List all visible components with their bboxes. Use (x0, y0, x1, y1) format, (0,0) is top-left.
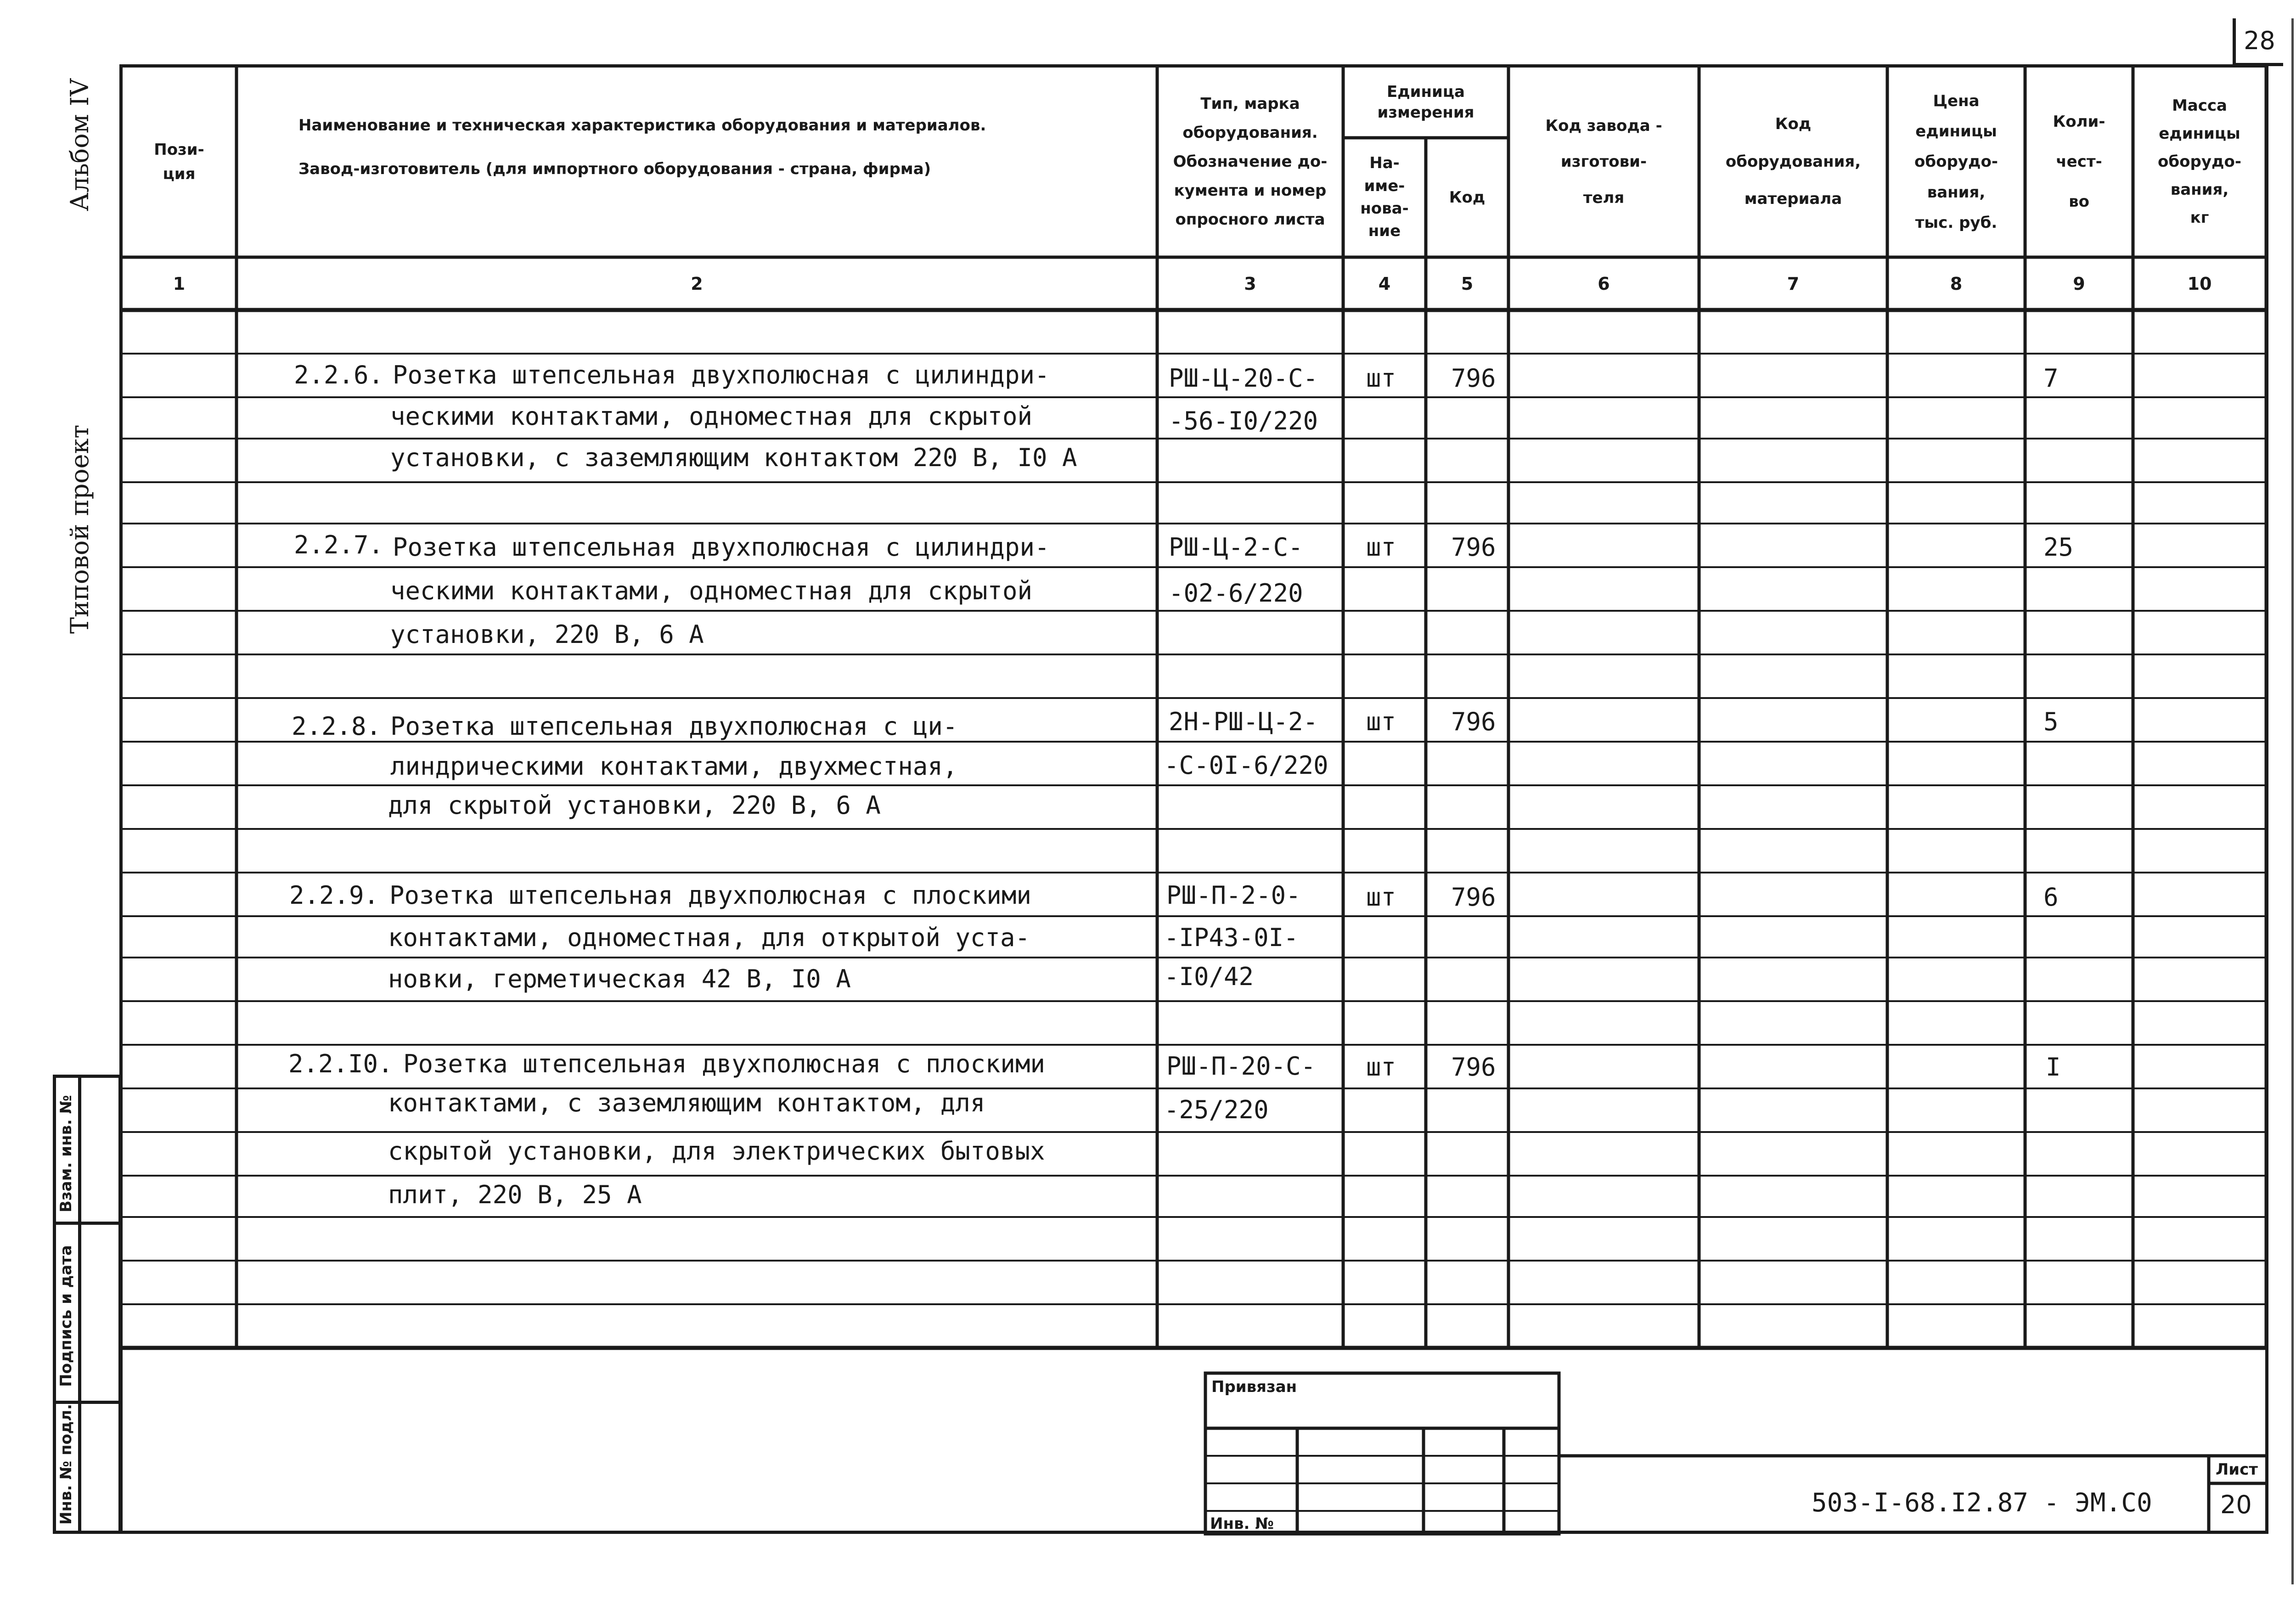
item-unit-code: 796 (1451, 364, 1496, 393)
header-position: Пози- ция (154, 140, 204, 183)
side-label-project: Типовой проект (65, 424, 94, 634)
header-price: Цена единицы оборудо- вания, тыс. руб. (1914, 91, 1998, 232)
item-description-line: Розетка штепсельная двухполюсная с цилиндри- (393, 533, 1050, 562)
item-quantity: I (2046, 1053, 2061, 1082)
document-code: 503-I-68.I2.87 - ЭМ.С0 (1812, 1488, 2152, 1518)
item-description-line: установки, 220 В, 6 А (390, 620, 704, 649)
item-type-line: -56-I0/220 (1169, 406, 1318, 435)
item-number: 2.2.9. (289, 881, 379, 910)
item-description-line: плит, 220 В, 25 А (388, 1180, 642, 1209)
col-number-6: 6 (1598, 273, 1610, 294)
item-description-line: установки, с заземляющим контактом 220 В, I0 А (390, 443, 1077, 472)
header-unit: Единица измерения (1377, 83, 1474, 122)
item-type-line: РШ-Ц-2-С- (1169, 533, 1303, 562)
item-type-line: 2Н-РШ-Ц-2- (1169, 707, 1318, 736)
col-number-10: 10 (2187, 273, 2212, 294)
item-unit: шт (1366, 883, 1396, 912)
sheet-number: 20 (2220, 1490, 2252, 1519)
item-description-line: скрытой установки, для электрических бытовых (388, 1137, 1045, 1166)
side-label-signature: Подпись и дата (57, 1245, 75, 1387)
item-type-line: РШ-П-20-С- (1166, 1052, 1316, 1081)
col-number-1: 1 (173, 273, 186, 294)
item-number: 2.2.7. (294, 530, 384, 559)
item-quantity: 5 (2043, 707, 2059, 736)
item-description-line: Розетка штепсельная двухполюсная с плоскими (403, 1049, 1045, 1078)
col-number-5: 5 (1461, 273, 1474, 294)
item-description-line: новки, герметическая 42 В, I0 А (388, 964, 851, 993)
item-description-line: Розетка штепсельная двухполюсная с цилиндри- (393, 361, 1050, 389)
col-number-9: 9 (2073, 273, 2085, 294)
item-description-line: ческими контактами, одноместная для скрытой (390, 576, 1032, 605)
item-description-line: контактами, с заземляющим контактом, для (388, 1088, 985, 1117)
header-qty: Коли- чест- во (2053, 113, 2105, 211)
header-name: Наименование и техническая характеристика оборудования и материалов. Завод-изготовитель (для импортного оборудования - страна, фирма) (298, 116, 986, 179)
item-unit: шт (1366, 707, 1396, 736)
side-label-inv-podl: Инв. № подл. (57, 1403, 75, 1525)
col-number-4: 4 (1378, 273, 1391, 294)
stamp-inv-no: Инв. № (1210, 1515, 1274, 1533)
col-number-2: 2 (691, 273, 703, 294)
header-unit-code: Код (1449, 188, 1486, 207)
item-type-line: -I0/42 (1164, 962, 1254, 991)
item-type-line: -25/220 (1164, 1095, 1269, 1124)
item-number: 2.2.6. (294, 361, 384, 389)
item-number: 2.2.8. (292, 712, 382, 741)
item-description-line: для скрытой установки, 220 В, 6 А (388, 791, 881, 820)
col-number-7: 7 (1787, 273, 1800, 294)
item-type-line: РШ-П-2-0- (1166, 881, 1301, 910)
item-description-line: Розетка штепсельная двухполюсная с ци- (390, 712, 958, 741)
item-unit-code: 796 (1451, 533, 1496, 562)
item-unit: шт (1366, 364, 1396, 393)
item-type-line: -IP43-0I- (1164, 923, 1299, 952)
item-description-line: контактами, одноместная, для открытой уста- (388, 923, 1030, 952)
item-unit-code: 796 (1451, 1053, 1496, 1082)
col-number-3: 3 (1244, 273, 1256, 294)
header-factory-code: Код завода - изготови- теля (1545, 117, 1662, 207)
header-type: Тип, марка оборудования. Обозначение до- кумента и номер опросного листа (1173, 95, 1328, 229)
item-unit-code: 796 (1451, 707, 1496, 736)
item-type-line: -С-0I-6/220 (1164, 751, 1328, 780)
item-description-line: ческими контактами, одноместная для скрытой (390, 402, 1032, 431)
item-unit: шт (1366, 1053, 1396, 1082)
item-description-line: линдрическими контактами, двухместная, (390, 752, 958, 781)
item-number: 2.2.I0. (288, 1049, 393, 1078)
item-type-line: РШ-Ц-20-С- (1169, 364, 1318, 393)
page-number: 28 (2244, 26, 2275, 55)
item-quantity: 25 (2043, 533, 2074, 562)
item-type-line: -02-6/220 (1169, 579, 1303, 608)
header-mass: Масса единицы оборудо- вания, кг (2158, 96, 2241, 227)
item-unit-code: 796 (1451, 883, 1496, 912)
side-label-album: Альбом IV (65, 78, 94, 211)
stamp-privyazan: Привязан (1211, 1378, 1297, 1396)
sheet-label: Лист (2216, 1460, 2258, 1479)
header-equip-code: Код оборудования, материала (1725, 115, 1861, 208)
item-quantity: 6 (2043, 883, 2059, 912)
item-description-line: Розетка штепсельная двухполюсная с плоскими (389, 881, 1031, 910)
item-unit: шт (1366, 533, 1396, 562)
side-label-vzam: Взам. инв. № (57, 1095, 75, 1212)
item-quantity: 7 (2043, 364, 2059, 393)
col-number-8: 8 (1950, 273, 1963, 294)
header-unit-name: На- име- нова- ние (1360, 154, 1409, 241)
